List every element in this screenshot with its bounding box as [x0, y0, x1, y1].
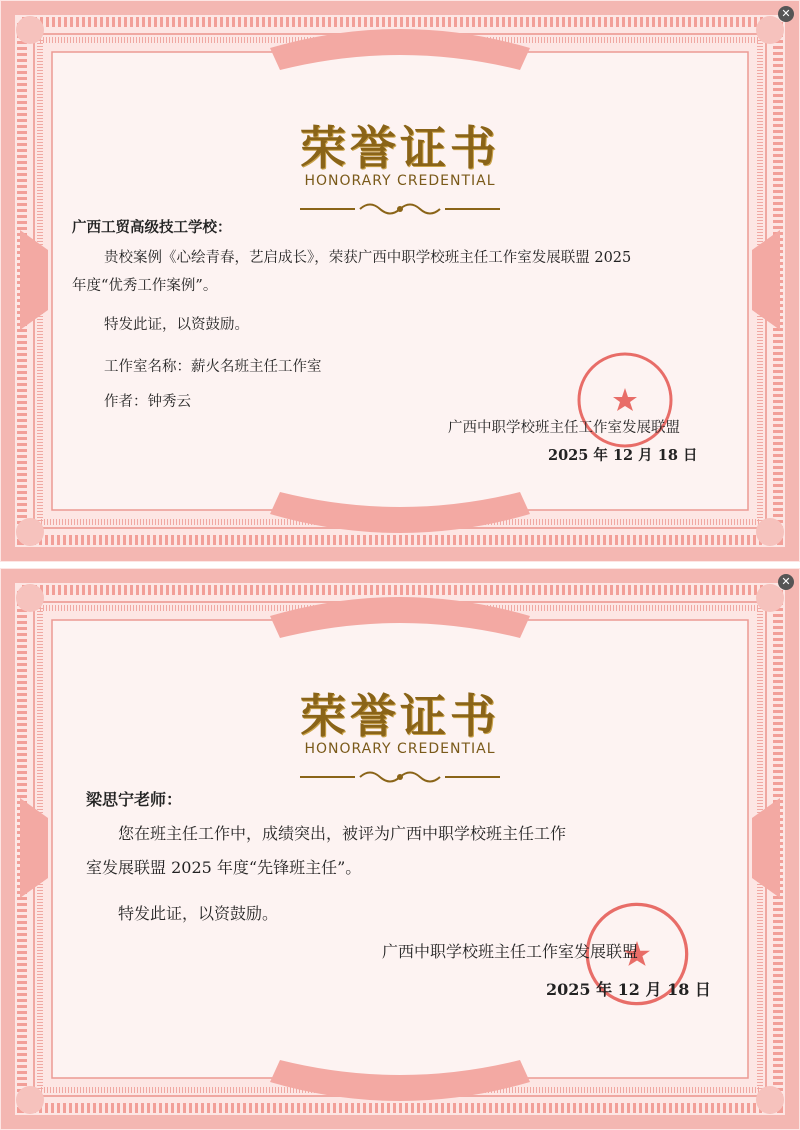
- recipient: 梁思宁老师：: [86, 790, 183, 809]
- star-icon: [613, 388, 637, 411]
- certificate-subtitle: HONORARY CREDENTIAL: [304, 173, 496, 189]
- encourage-text: 特发此证，以资鼓励。: [118, 904, 279, 923]
- body-line-2: 年度“优秀工作案例”。: [72, 278, 218, 294]
- certificate-subtitle: HONORARY CREDENTIAL: [304, 741, 496, 757]
- encourage-text: 特发此证，以资鼓励。: [104, 317, 249, 333]
- certificate-border: [0, 568, 800, 1130]
- body-line-1: 贵校案例《心绘青春，艺启成长》，荣获广西中职学校班主任工作室发展联盟 2025: [104, 250, 632, 266]
- issuer: 广西中职学校班主任工作室发展联盟: [448, 420, 680, 436]
- issue-date: 2025 年 12 月 18 日: [546, 980, 711, 999]
- ornament-icon: [300, 766, 500, 788]
- certificate-title: 荣誉证书: [300, 121, 500, 175]
- body-line-2: 室发展联盟 2025 年度“先锋班主任”。: [86, 858, 362, 877]
- studio-name: 工作室名称：薪火名班主任工作室: [104, 359, 322, 375]
- ornament-icon: [300, 198, 500, 220]
- author-name: 作者：钟秀云: [104, 394, 191, 410]
- certificate-2: [0, 568, 800, 1130]
- close-icon[interactable]: ✕: [778, 574, 794, 590]
- issue-date: 2025 年 12 月 18 日: [548, 447, 698, 464]
- certificate-title: 荣誉证书: [300, 689, 500, 743]
- certificate-1: [0, 0, 800, 562]
- issuer: 广西中职学校班主任工作室发展联盟: [382, 942, 639, 961]
- recipient: 广西工贸高级技工学校：: [72, 219, 232, 236]
- close-icon[interactable]: ✕: [778, 6, 794, 22]
- body-line-1: 您在班主任工作中，成绩突出，被评为广西中职学校班主任工作: [118, 824, 567, 843]
